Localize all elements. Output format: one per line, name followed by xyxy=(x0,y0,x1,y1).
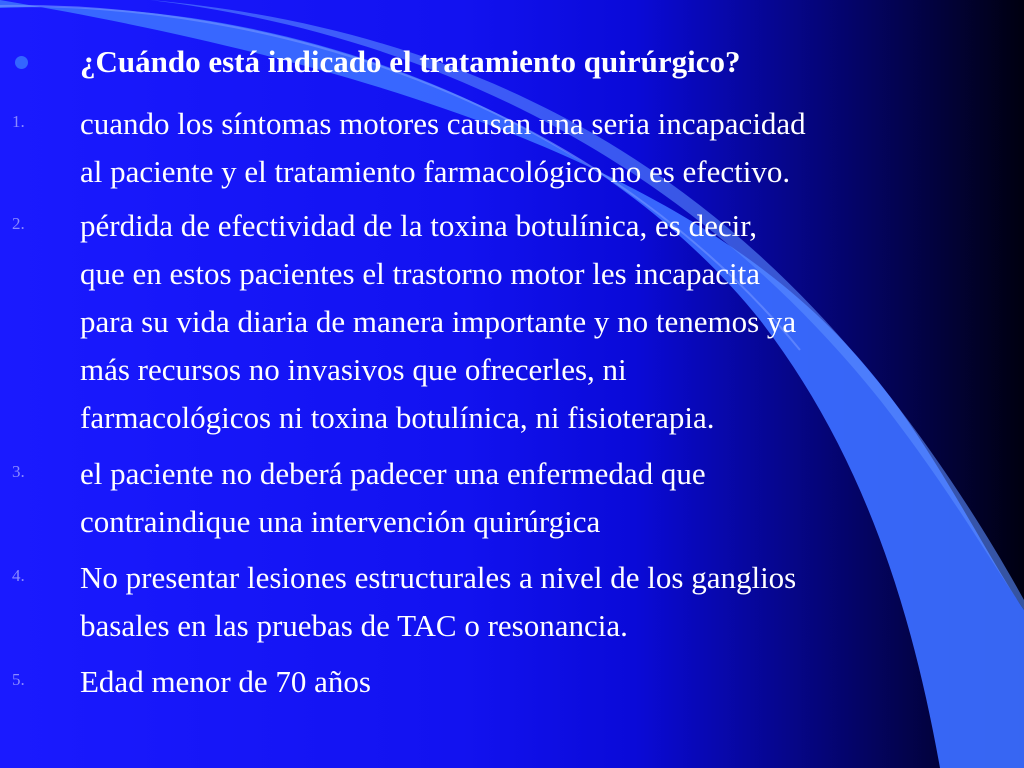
bullet-icon xyxy=(15,56,28,69)
list-number: 2. xyxy=(12,214,25,233)
list-number: 1. xyxy=(12,112,25,131)
slide-title: ¿Cuándo está indicado el tratamiento quirúrgico? xyxy=(80,44,741,79)
list-item-text: Edad menor de 70 años xyxy=(80,664,371,699)
list-number: 3. xyxy=(12,462,25,481)
list-item-text: No presentar lesiones estructurales a nivel de los ganglios basales en las pruebas de TAC o resonancia. xyxy=(80,560,797,643)
list-number: 5. xyxy=(12,670,25,689)
list-number: 4. xyxy=(12,566,25,585)
list-item-text: pérdida de efectividad de la toxina botulínica, es decir, que en estos pacientes el trastorno motor les incapacita para su vida diaria de manera importante y no tenemos ya más recursos no invasivos que ofrecerles, ni farmacológicos ni toxina botulínica, ni fisioterapia. xyxy=(80,208,797,435)
list-item-text: cuando los síntomas motores causan una seria incapacidad al paciente y el tratamiento farmacológico no es efectivo. xyxy=(80,106,806,189)
title-row xyxy=(0,40,1024,84)
list-item-text: el paciente no deberá padecer una enfermedad que contraindique una intervención quirúrgica xyxy=(80,456,706,539)
